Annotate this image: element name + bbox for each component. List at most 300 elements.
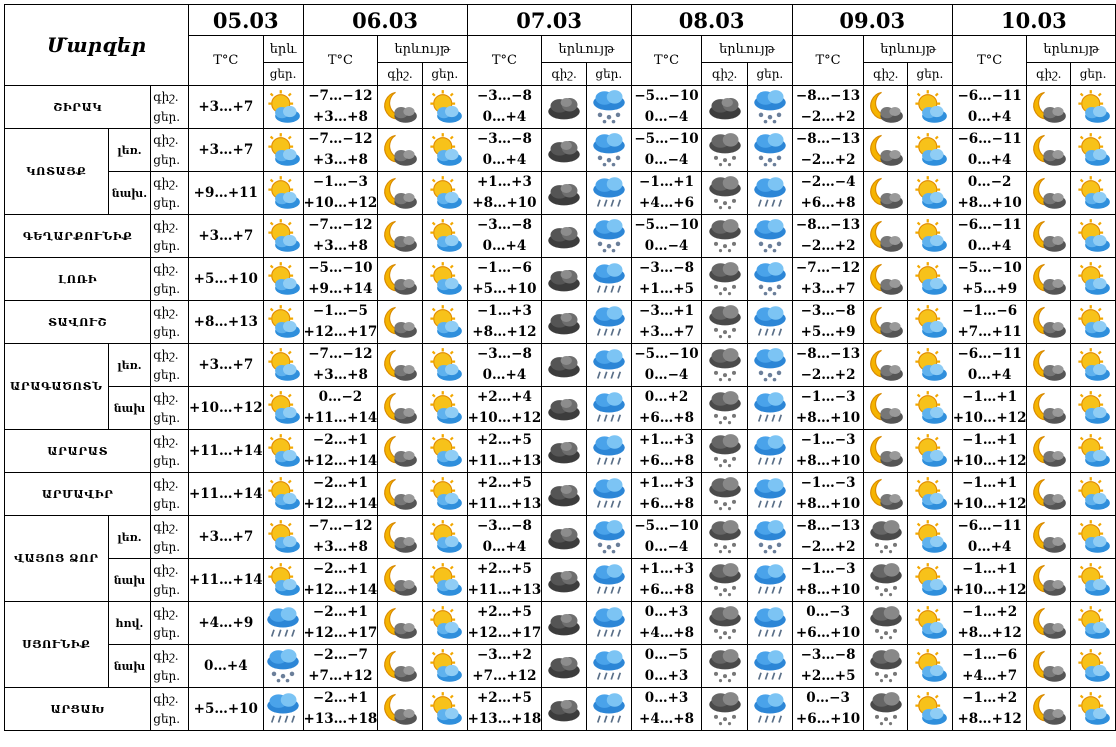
night-temp: −3…+2 bbox=[476, 647, 532, 663]
night-temp: +2…+5 bbox=[476, 604, 532, 620]
temp-range bbox=[631, 301, 702, 344]
dark-cloud-icon bbox=[542, 519, 586, 555]
temp-range bbox=[792, 602, 864, 645]
night-temp: −2…+1 bbox=[312, 432, 368, 448]
icon-cell bbox=[748, 473, 793, 516]
icon-cell bbox=[422, 387, 467, 430]
day-label: ցեր. bbox=[153, 239, 181, 253]
day-temp: +3…+7 bbox=[198, 356, 254, 373]
night-day-label bbox=[151, 473, 189, 516]
icon-cell bbox=[1071, 172, 1116, 215]
icon-cell bbox=[422, 645, 467, 688]
night-temp: +1…+3 bbox=[639, 432, 694, 448]
day-temp: 0…−4 bbox=[644, 109, 689, 125]
night-temp: +1…+3 bbox=[639, 561, 694, 577]
icon-cell bbox=[586, 387, 631, 430]
icon-cell bbox=[908, 430, 953, 473]
night-temp: −6…−11 bbox=[957, 346, 1022, 362]
day-label: ցեր. bbox=[748, 63, 793, 86]
day-temp: +6…+8 bbox=[639, 582, 694, 598]
day-label: ցեր. bbox=[263, 63, 303, 86]
icon-cell bbox=[702, 516, 748, 559]
icon-cell bbox=[1027, 516, 1071, 559]
night-temp: −3…−8 bbox=[476, 88, 532, 104]
night-temp: −8…−13 bbox=[795, 518, 861, 534]
dark-cloud-icon bbox=[542, 218, 586, 254]
temp-range bbox=[303, 344, 378, 387]
icon-cell bbox=[422, 215, 467, 258]
temp-range bbox=[303, 430, 378, 473]
moon-cloud-icon bbox=[378, 562, 422, 598]
cloud-snow-icon bbox=[748, 519, 792, 555]
icon-cell bbox=[748, 344, 793, 387]
sun-cloud-icon bbox=[264, 347, 303, 383]
day-temp: +8…+10 bbox=[472, 195, 537, 211]
icon-cell bbox=[378, 387, 423, 430]
grey-snow-icon bbox=[864, 605, 907, 641]
day-temp: +6…+10 bbox=[795, 711, 861, 727]
cloud-rain-icon bbox=[587, 648, 631, 684]
day-temp: 0…+4 bbox=[967, 539, 1012, 555]
temp-range bbox=[952, 301, 1027, 344]
temp-range bbox=[952, 559, 1027, 602]
moon-cloud-icon bbox=[864, 304, 907, 340]
night-temp: −1…−6 bbox=[476, 260, 532, 276]
temp-range bbox=[188, 430, 263, 473]
temp-range bbox=[792, 301, 864, 344]
day-temp: +8…+10 bbox=[795, 496, 861, 512]
cloud-rain-icon bbox=[748, 433, 792, 469]
sun-cloud-icon bbox=[1071, 390, 1115, 426]
sun-cloud-icon bbox=[908, 691, 952, 727]
region-name: ԿՈՏԱՅՔ bbox=[5, 129, 109, 215]
night-label: գիշ. bbox=[153, 391, 179, 405]
icon-cell bbox=[542, 344, 587, 387]
temp-range bbox=[467, 258, 542, 301]
icon-cell bbox=[864, 129, 908, 172]
temp-range bbox=[467, 602, 542, 645]
icon-cell bbox=[586, 473, 631, 516]
cloud-rain-icon bbox=[587, 476, 631, 512]
dark-cloud-icon bbox=[542, 605, 586, 641]
icon-cell bbox=[1027, 129, 1071, 172]
temp-range bbox=[631, 215, 702, 258]
night-label: գիշ. bbox=[378, 63, 423, 86]
icon-cell bbox=[908, 129, 953, 172]
temp-range bbox=[952, 688, 1027, 731]
cloud-snow-icon bbox=[748, 261, 792, 297]
day-temp: +5…+9 bbox=[800, 324, 856, 340]
moon-cloud-icon bbox=[864, 347, 907, 383]
dark-cloud-icon bbox=[542, 691, 586, 727]
day-temp: +11…+13 bbox=[467, 496, 542, 512]
icon-cell bbox=[1027, 688, 1071, 731]
night-temp: −8…−13 bbox=[795, 88, 861, 104]
cloud-rain-icon bbox=[264, 691, 303, 727]
temp-range bbox=[631, 688, 702, 731]
cloud-snow-icon bbox=[587, 132, 631, 168]
icon-cell bbox=[378, 645, 423, 688]
icon-cell bbox=[908, 301, 953, 344]
zone-label: նախ bbox=[108, 387, 151, 430]
icon-cell bbox=[263, 559, 303, 602]
dark-cloud-icon bbox=[542, 304, 586, 340]
temp-label: T°C bbox=[188, 36, 263, 86]
icon-cell bbox=[1027, 559, 1071, 602]
icon-cell bbox=[586, 301, 631, 344]
temp-range bbox=[952, 258, 1027, 301]
day-temp: +11…+14 bbox=[188, 442, 263, 459]
grey-snow-icon bbox=[702, 433, 747, 469]
moon-cloud-icon bbox=[1027, 605, 1070, 641]
day-temp: 0…+4 bbox=[482, 367, 527, 383]
sun-cloud-icon bbox=[1071, 433, 1115, 469]
temp-range bbox=[952, 602, 1027, 645]
temp-range bbox=[467, 516, 542, 559]
icon-cell bbox=[542, 258, 587, 301]
sun-cloud-icon bbox=[423, 605, 467, 641]
day-label: ցեր. bbox=[153, 282, 181, 296]
day-temp: 0…+3 bbox=[644, 668, 689, 684]
night-day-label bbox=[151, 645, 189, 688]
day-temp: +10…+12 bbox=[952, 410, 1027, 426]
icon-cell bbox=[864, 473, 908, 516]
icon-cell bbox=[378, 172, 423, 215]
night-temp: −3…+1 bbox=[639, 303, 694, 319]
moon-cloud-icon bbox=[378, 89, 422, 125]
night-day-label bbox=[151, 215, 189, 258]
night-temp: −2…+1 bbox=[312, 561, 368, 577]
sun-cloud-icon bbox=[908, 347, 952, 383]
night-temp: −2…+1 bbox=[312, 475, 368, 491]
icon-cell bbox=[748, 516, 793, 559]
night-temp: +2…+4 bbox=[476, 389, 532, 405]
icon-cell bbox=[422, 129, 467, 172]
day-label: ցեր. bbox=[153, 669, 181, 683]
day-temp: 0…+4 bbox=[482, 238, 527, 254]
night-temp: −5…−10 bbox=[634, 131, 699, 147]
day-temp: +10…+12 bbox=[952, 582, 1027, 598]
date-header: 05.03 bbox=[188, 5, 303, 36]
dark-cloud-icon bbox=[542, 261, 586, 297]
icon-cell bbox=[748, 430, 793, 473]
night-temp: −1…+2 bbox=[962, 690, 1018, 706]
temp-label: T°C bbox=[631, 36, 702, 86]
day-temp: +12…+14 bbox=[303, 453, 378, 469]
icon-cell bbox=[864, 86, 908, 129]
dark-cloud-icon bbox=[542, 132, 586, 168]
sun-cloud-icon bbox=[908, 390, 952, 426]
night-day-label bbox=[151, 516, 189, 559]
night-temp: −5…−10 bbox=[308, 260, 373, 276]
temp-range bbox=[631, 645, 702, 688]
day-temp: +10…+12 bbox=[303, 195, 378, 211]
day-temp: +11…+14 bbox=[303, 410, 378, 426]
icon-cell bbox=[1071, 301, 1116, 344]
zone-label: լեռ. bbox=[108, 516, 151, 559]
temp-range bbox=[467, 387, 542, 430]
temp-range bbox=[952, 86, 1027, 129]
day-temp: 0…−4 bbox=[644, 367, 689, 383]
icon-cell bbox=[1027, 602, 1071, 645]
icon-cell bbox=[422, 430, 467, 473]
sun-cloud-icon bbox=[908, 132, 952, 168]
sun-cloud-icon bbox=[1071, 175, 1115, 211]
temp-range bbox=[303, 602, 378, 645]
icon-cell bbox=[908, 516, 953, 559]
night-temp: −7…−12 bbox=[308, 518, 373, 534]
night-temp: −8…−13 bbox=[795, 346, 861, 362]
night-day-label bbox=[151, 602, 189, 645]
icon-cell bbox=[908, 86, 953, 129]
temp-range bbox=[467, 559, 542, 602]
night-temp: −3…−8 bbox=[639, 260, 694, 276]
night-temp: −1…+1 bbox=[962, 432, 1018, 448]
icon-cell bbox=[702, 430, 748, 473]
temp-range bbox=[631, 516, 702, 559]
icon-cell bbox=[1071, 344, 1116, 387]
temp-range bbox=[952, 516, 1027, 559]
icon-cell bbox=[1071, 645, 1116, 688]
night-temp: +2…+5 bbox=[476, 690, 532, 706]
day-temp: +6…+10 bbox=[795, 625, 861, 641]
night-label: գիշ. bbox=[153, 520, 179, 534]
sun-cloud-icon bbox=[264, 390, 303, 426]
icon-cell bbox=[748, 258, 793, 301]
temp-range bbox=[303, 387, 378, 430]
icon-cell bbox=[586, 129, 631, 172]
night-temp: 0…+3 bbox=[644, 604, 689, 620]
day-temp: +12…+17 bbox=[303, 324, 378, 340]
day-temp: +8…+10 bbox=[795, 410, 861, 426]
night-day-label bbox=[151, 344, 189, 387]
night-temp: −1…+1 bbox=[962, 561, 1018, 577]
temp-range bbox=[467, 301, 542, 344]
temp-range bbox=[631, 602, 702, 645]
icon-cell bbox=[748, 688, 793, 731]
cloud-snow-icon bbox=[264, 648, 303, 684]
icon-cell bbox=[1027, 645, 1071, 688]
dark-cloud-icon bbox=[542, 175, 586, 211]
region-name: ԱՐԱՐԱՏ bbox=[5, 430, 151, 473]
moon-cloud-icon bbox=[1027, 648, 1070, 684]
date-header: 10.03 bbox=[952, 5, 1115, 36]
day-temp: 0…+4 bbox=[967, 152, 1012, 168]
grey-snow-icon bbox=[702, 132, 747, 168]
night-temp: −7…−12 bbox=[795, 260, 861, 276]
moon-cloud-icon bbox=[864, 218, 907, 254]
temp-range bbox=[952, 215, 1027, 258]
region-name: ԱՐՑԱԽ bbox=[5, 688, 151, 731]
day-temp: +5…+10 bbox=[193, 270, 258, 287]
icon-cell bbox=[263, 602, 303, 645]
temp-label: T°C bbox=[792, 36, 864, 86]
day-temp: +6…+8 bbox=[800, 195, 856, 211]
day-temp: −2…+2 bbox=[800, 109, 856, 125]
night-day-label bbox=[151, 86, 189, 129]
icon-cell bbox=[542, 602, 587, 645]
day-label: ցեր. bbox=[153, 196, 181, 210]
day-temp: +8…+10 bbox=[957, 195, 1022, 211]
zone-label: նախ. bbox=[108, 172, 151, 215]
phen-label: երևույթ bbox=[542, 36, 631, 63]
moon-cloud-icon bbox=[864, 89, 907, 125]
temp-range bbox=[303, 516, 378, 559]
night-temp: 0…−2 bbox=[318, 389, 363, 405]
sun-cloud-icon bbox=[423, 89, 467, 125]
night-temp: +2…+5 bbox=[476, 561, 532, 577]
day-label: ցեր. bbox=[153, 110, 181, 124]
icon-cell bbox=[263, 645, 303, 688]
icon-cell bbox=[542, 172, 587, 215]
temp-range bbox=[792, 172, 864, 215]
zone-label: նախ bbox=[108, 559, 151, 602]
icon-cell bbox=[378, 301, 423, 344]
day-temp: +8…+13 bbox=[193, 313, 258, 330]
icon-cell bbox=[378, 430, 423, 473]
temp-range bbox=[188, 215, 263, 258]
cloud-rain-icon bbox=[587, 175, 631, 211]
night-label: գիշ. bbox=[153, 90, 179, 104]
cloud-snow-icon bbox=[587, 218, 631, 254]
sun-cloud-icon bbox=[1071, 218, 1115, 254]
icon-cell bbox=[702, 473, 748, 516]
sun-cloud-icon bbox=[908, 476, 952, 512]
icon-cell bbox=[542, 430, 587, 473]
icon-cell bbox=[748, 86, 793, 129]
night-temp: −8…−13 bbox=[795, 131, 861, 147]
day-temp: +12…+17 bbox=[303, 625, 378, 641]
sun-cloud-icon bbox=[908, 304, 952, 340]
day-temp: +3…+7 bbox=[800, 281, 856, 297]
night-temp: −3…−8 bbox=[476, 217, 532, 233]
icon-cell bbox=[864, 387, 908, 430]
day-temp: +5…+10 bbox=[472, 281, 537, 297]
moon-cloud-icon bbox=[1027, 433, 1070, 469]
icon-cell bbox=[748, 645, 793, 688]
night-temp: −6…−11 bbox=[957, 518, 1022, 534]
day-label: ցեր. bbox=[422, 63, 467, 86]
grey-snow-icon bbox=[864, 691, 907, 727]
icon-cell bbox=[864, 430, 908, 473]
zone-label: նախ bbox=[108, 645, 151, 688]
day-label: ցեր. bbox=[153, 497, 181, 511]
sun-cloud-icon bbox=[423, 519, 467, 555]
temp-range bbox=[792, 129, 864, 172]
icon-cell bbox=[263, 215, 303, 258]
day-temp: +4…+8 bbox=[639, 625, 694, 641]
sun-cloud-icon bbox=[908, 433, 952, 469]
icon-cell bbox=[864, 559, 908, 602]
icon-cell bbox=[748, 602, 793, 645]
icon-cell bbox=[1071, 430, 1116, 473]
temp-range bbox=[792, 387, 864, 430]
icon-cell bbox=[263, 473, 303, 516]
sun-cloud-icon bbox=[423, 304, 467, 340]
icon-cell bbox=[908, 473, 953, 516]
temp-range bbox=[188, 688, 263, 731]
day-temp: +3…+7 bbox=[639, 324, 694, 340]
day-temp: +13…+18 bbox=[467, 711, 542, 727]
night-label: գիշ. bbox=[153, 262, 179, 276]
phen-label: երևույթ bbox=[702, 36, 792, 63]
sun-cloud-icon bbox=[423, 691, 467, 727]
sun-cloud-icon bbox=[423, 261, 467, 297]
night-label: գիշ. bbox=[153, 563, 179, 577]
dark-cloud-icon bbox=[542, 390, 586, 426]
temp-range bbox=[952, 344, 1027, 387]
night-temp: −7…−12 bbox=[308, 346, 373, 362]
day-temp: +9…+11 bbox=[193, 184, 258, 201]
day-temp: +8…+12 bbox=[957, 625, 1022, 641]
day-temp: +3…+8 bbox=[312, 109, 368, 125]
icon-cell bbox=[542, 86, 587, 129]
icon-cell bbox=[748, 172, 793, 215]
temp-range bbox=[792, 645, 864, 688]
icon-cell bbox=[586, 602, 631, 645]
icon-cell bbox=[702, 344, 748, 387]
icon-cell bbox=[864, 172, 908, 215]
grey-snow-icon bbox=[702, 605, 747, 641]
temp-range bbox=[631, 387, 702, 430]
night-temp: +2…+5 bbox=[476, 432, 532, 448]
temp-range bbox=[303, 258, 378, 301]
grey-snow-icon bbox=[702, 648, 747, 684]
night-temp: −3…−8 bbox=[476, 346, 532, 362]
moon-cloud-icon bbox=[378, 218, 422, 254]
night-temp: −1…−6 bbox=[962, 303, 1018, 319]
temp-range bbox=[952, 473, 1027, 516]
icon-cell bbox=[378, 86, 423, 129]
day-temp: +3…+7 bbox=[198, 227, 254, 244]
temp-range bbox=[303, 688, 378, 731]
icon-cell bbox=[908, 344, 953, 387]
grey-snow-icon bbox=[864, 519, 907, 555]
temp-range bbox=[467, 645, 542, 688]
icon-cell bbox=[378, 215, 423, 258]
temp-range bbox=[792, 86, 864, 129]
night-temp: −5…−10 bbox=[634, 518, 699, 534]
icon-cell bbox=[422, 344, 467, 387]
zone-label: լեռ. bbox=[108, 344, 151, 387]
day-temp: +1…+5 bbox=[639, 281, 694, 297]
icon-cell bbox=[586, 86, 631, 129]
day-temp: +3…+8 bbox=[312, 238, 368, 254]
grey-snow-icon bbox=[702, 390, 747, 426]
day-temp: +3…+7 bbox=[198, 98, 254, 115]
icon-cell bbox=[378, 559, 423, 602]
moon-cloud-icon bbox=[864, 132, 907, 168]
icon-cell bbox=[263, 172, 303, 215]
temp-range bbox=[792, 430, 864, 473]
icon-cell bbox=[702, 645, 748, 688]
moon-cloud-icon bbox=[1027, 132, 1070, 168]
temp-range bbox=[188, 645, 263, 688]
temp-range bbox=[467, 215, 542, 258]
region-name: ԳԵՂԱՐՔՈՒՆԻՔ bbox=[5, 215, 151, 258]
icon-cell bbox=[378, 602, 423, 645]
icon-cell bbox=[422, 258, 467, 301]
moon-cloud-icon bbox=[864, 433, 907, 469]
zone-label: լեռ. bbox=[108, 129, 151, 172]
sun-cloud-icon bbox=[264, 132, 303, 168]
night-label: գիշ. bbox=[153, 692, 179, 706]
icon-cell bbox=[702, 129, 748, 172]
night-temp: −1…−3 bbox=[800, 561, 856, 577]
night-temp: 0…+3 bbox=[644, 690, 689, 706]
table-title: Մարզեր bbox=[5, 5, 189, 86]
temp-range bbox=[188, 473, 263, 516]
